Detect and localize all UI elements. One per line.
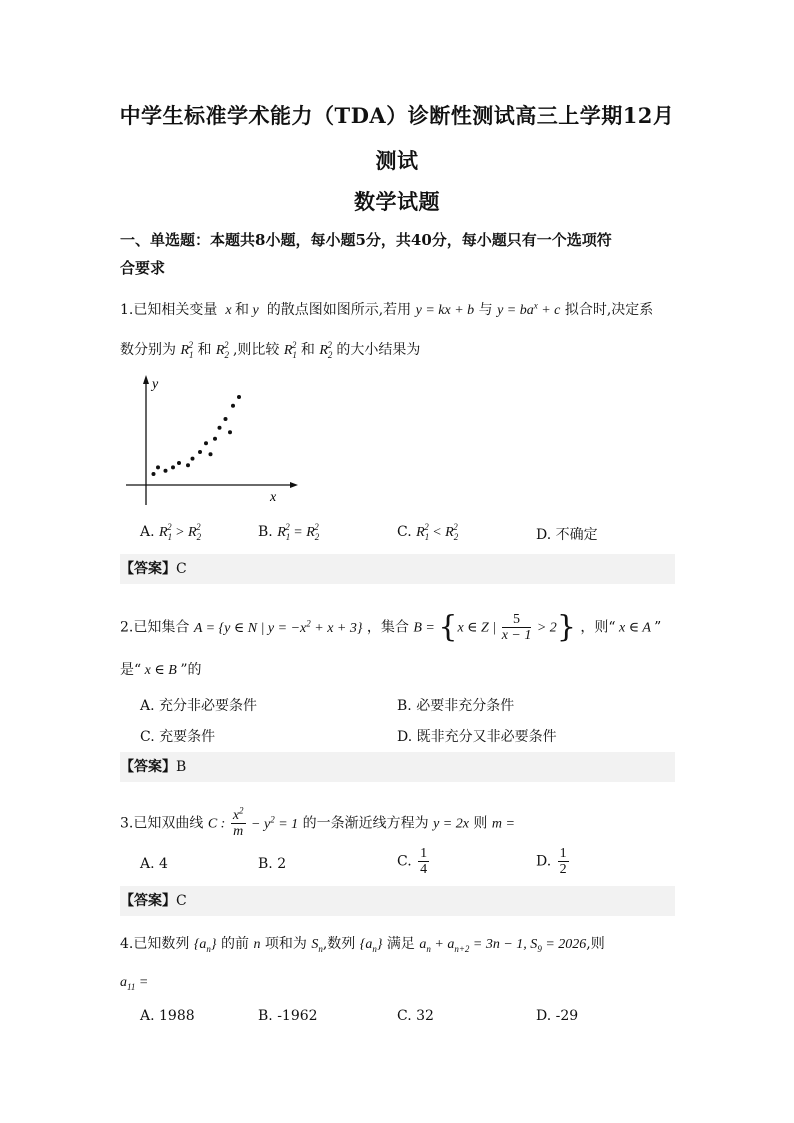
scatter-point (186, 463, 190, 467)
y-axis-label: y (152, 377, 159, 392)
q1-opt-b-label: B. (258, 524, 273, 540)
q4-t5: ,则 (586, 936, 605, 952)
scatter-point (224, 417, 228, 421)
q3-option-d[interactable]: D. $\frac{1}{2}$ (536, 846, 567, 877)
scatter-point (204, 441, 208, 445)
q4-t3: ,数列 (322, 936, 356, 952)
q1-prefix: 1.已知相关变量 (120, 302, 218, 318)
scatter-point (237, 395, 241, 399)
q4-prefix: 4.已知数列 (120, 936, 190, 952)
q3-opt-c-label: C. (397, 853, 412, 870)
q2-answer-box (120, 752, 675, 782)
scatter-point (171, 465, 175, 469)
q2-line2a: 是“ (120, 662, 142, 678)
scatter-point (156, 465, 160, 469)
question-3-line1: 3.已知双曲线 C : $\frac{x^2}{m}$ − $y^2 = 1$ 的一条渐近线方程为 y = 2x 则 m = (120, 805, 515, 839)
scatter-point (191, 457, 195, 461)
q1-option-a[interactable]: A. $R_1^2 > R_2^2$ (140, 522, 202, 542)
question-4-line2: $a_{11}$ = (120, 975, 149, 992)
section-heading-line2: 合要求 (120, 259, 166, 277)
q1-option-d[interactable]: D. 不确定 (536, 527, 598, 543)
q4-option-c[interactable]: C. 32 (397, 1008, 434, 1024)
q3-tail: 则 (473, 815, 488, 832)
scatter-plot (120, 370, 300, 510)
q4-option-a[interactable]: A. 1988 (140, 1008, 195, 1024)
q2-option-b[interactable]: B. 必要非充分条件 (397, 698, 515, 714)
answer-tag: 【答案】 (120, 561, 176, 577)
q1-he2: 和 (300, 342, 315, 358)
q2-option-a[interactable]: A. 充分非必要条件 (140, 698, 258, 714)
q1-text3: 拟合时,决定系 (564, 302, 654, 318)
q3-prefix: 3.已知双曲线 (120, 815, 204, 832)
q2-prefix: 2.已知集合 (120, 619, 190, 636)
scatter-point (213, 437, 217, 441)
answer-tag: 【答案】 (120, 759, 176, 775)
question-1-line2: 数分别为 $R_1^2$ 和 $R_2^2$ ,则比较 $R_1^2$ 和 $R_2^2$ 的大小结果为 (120, 340, 421, 360)
q4-t1: 的前 (220, 936, 249, 952)
q3-answer: C (176, 893, 187, 909)
q3-answer-box (120, 886, 675, 916)
q4-option-b[interactable]: B. -1962 (258, 1008, 318, 1024)
q2-option-c[interactable]: C. 充要条件 (140, 729, 216, 745)
q1-option-b[interactable]: B. $R_1^2 = R_2^2$ (258, 522, 320, 542)
section-heading (120, 226, 680, 282)
scatter-point (231, 404, 235, 408)
scatter-point (164, 469, 168, 473)
q1-he: 和 (197, 342, 212, 358)
q2-answer: B (176, 759, 187, 775)
q2-option-d[interactable]: D. 既非充分又非必要条件 (397, 729, 557, 745)
scatter-point (198, 450, 202, 454)
q1-option-c[interactable]: C. $R_1^2 < R_2^2$ (397, 522, 459, 542)
exam-title-line1: 中学生标准学术能力（TDA）诊断性测试高三上学期12月 (119, 103, 675, 128)
q1-opt-a-label: A. (140, 524, 155, 540)
q1-line2b: ,则比较 (232, 342, 280, 358)
q1-text: 的散点图如图所示,若用 (266, 302, 412, 318)
q1-line2a: 数分别为 (120, 342, 176, 358)
exam-title-line2: 测试 (375, 148, 419, 173)
question-2-line2: 是“ x ∈ B ”的 (120, 662, 202, 678)
x-axis-arrow (290, 482, 298, 488)
q2-tail: ，则“ (580, 619, 616, 636)
section-heading-line1: 一、单选题：本题共8小题，每小题5分，共40分，每小题只有一个选项符 (120, 231, 612, 249)
q1-and: 和 (235, 302, 250, 318)
scatter-point (177, 461, 181, 465)
question-1-line1: 1.已知相关变量 x 和 y 的散点图如图所示,若用 y = kx + b 与 $y = ba^x + c$ 拟合时,决定系 (120, 300, 654, 318)
q3-mid: 的一条渐近线方程为 (302, 815, 429, 832)
q2-mid: ，集合 (366, 619, 409, 636)
q4-t4: 满足 (386, 936, 415, 952)
q4-t2: 项和为 (264, 936, 307, 952)
question-2-line1: 2.已知集合 A = {y ∈ N | $y = -x^2 + x + 3$} ，集合 B = {x ∈ Z | $\frac{5}{x - 1}$ > 2} ，则“ x ∈ A ” (120, 609, 662, 645)
q2-tail2: ” (654, 619, 662, 636)
q1-answer: C (176, 561, 187, 577)
q1-opt-c-label: C. (397, 524, 412, 540)
x-axis-label: x (270, 490, 277, 505)
q4-option-d[interactable]: D. -29 (536, 1008, 579, 1024)
q3-option-b[interactable]: B. 2 (258, 856, 287, 872)
scatter-points (152, 395, 242, 476)
q1-answer-box (120, 554, 675, 584)
y-axis-arrow (143, 375, 149, 384)
q2-line2b: ”的 (180, 662, 202, 678)
question-4-line1: 4.已知数列 $\{a_n\}$ 的前 n 项和为 $S_n$,数列 $\{a_n\}$ 满足 $a_n + a_{n+2} = 3n - 1$, $S_9 = 2026$,则 (120, 936, 605, 954)
q1-yu: 与 (478, 302, 493, 318)
scatter-point (152, 472, 156, 476)
q3-opt-d-label: D. (536, 853, 552, 870)
scatter-point (228, 430, 232, 434)
subject-title: 数学试题 (354, 189, 440, 214)
scatter-point (218, 426, 222, 430)
q1-line2c: 的大小结果为 (336, 342, 421, 358)
scatter-point (209, 452, 213, 456)
q3-option-a[interactable]: A. 4 (140, 856, 168, 872)
q3-option-c[interactable]: C. $\frac{1}{4}$ (397, 846, 428, 877)
answer-tag: 【答案】 (120, 893, 176, 909)
